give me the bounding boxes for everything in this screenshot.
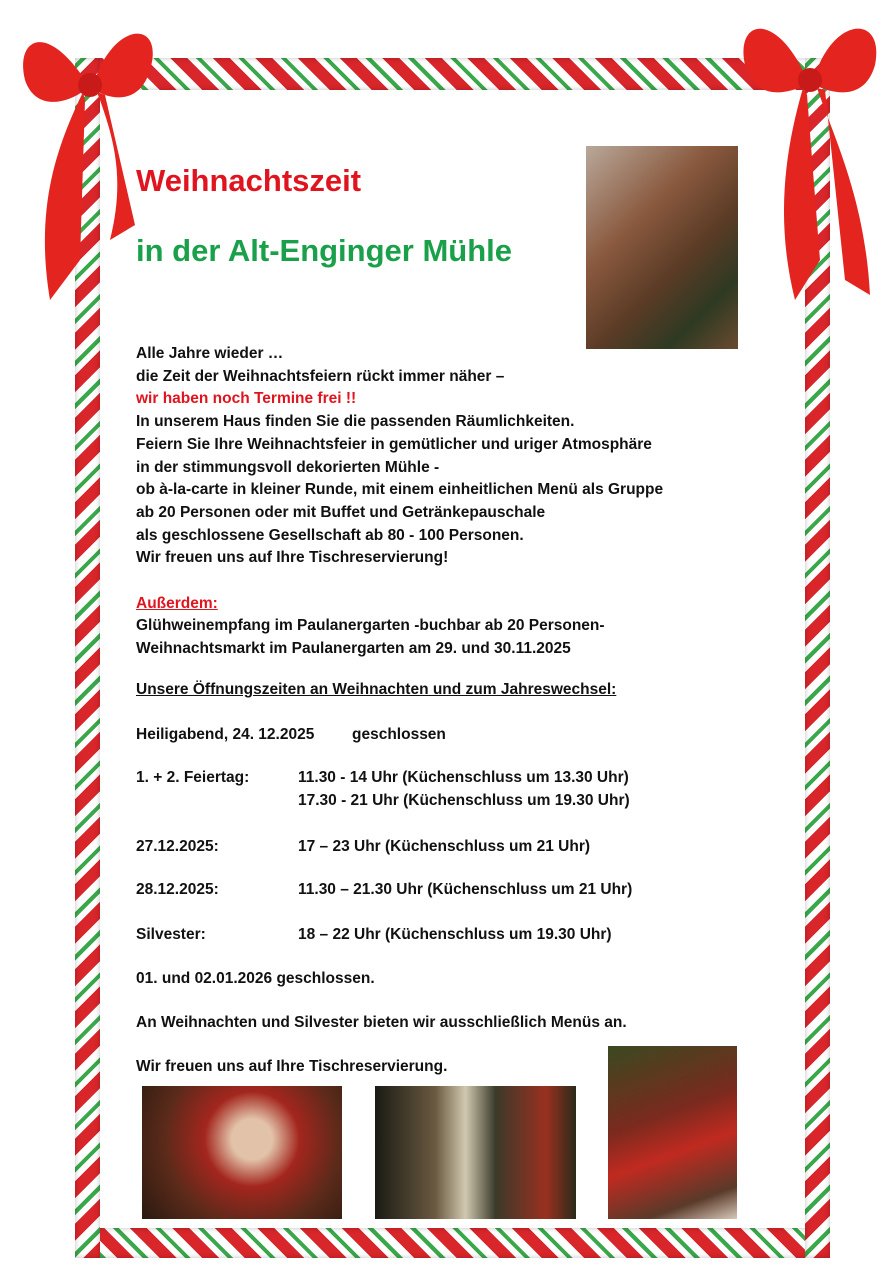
- hours-row: [136, 769, 629, 787]
- hours-label: Heiligabend, 24. 12.2025: [136, 726, 315, 743]
- hours-label: 27.12.2025:: [136, 838, 219, 855]
- candy-cane-bottom: [75, 1228, 830, 1258]
- hours-value: 11.30 - 14 Uhr (Küchenschluss um 13.30 Uhr): [298, 769, 629, 786]
- hours-value: 11.30 – 21.30 Uhr (Küchenschluss um 21 Uhr): [298, 881, 633, 898]
- ausserdem-line: Weihnachtsmarkt im Paulanergarten am 29. und 30.11.2025: [136, 640, 571, 658]
- ausserdem-line: Glühweinempfang im Paulanergarten -buchbar ab 20 Personen-: [136, 617, 605, 635]
- hours-value: 18 – 22 Uhr (Küchenschluss um 19.30 Uhr): [298, 926, 612, 943]
- hours-label: Silvester:: [136, 926, 206, 943]
- hours-row: [136, 926, 612, 944]
- spacer: [136, 570, 663, 593]
- photo-mill-building-candle: [586, 146, 738, 349]
- photo-icicle-lights: [375, 1086, 576, 1219]
- hours-value: geschlossen: [352, 726, 446, 743]
- hours-row: [136, 881, 633, 899]
- photo-star-decoration: [608, 1046, 737, 1219]
- closing-text: Wir freuen uns auf Ihre Tischreservierung.: [136, 1058, 448, 1075]
- intro-line: Wir freuen uns auf Ihre Tischreservierung!: [136, 549, 449, 567]
- intro-line: In unserem Haus finden Sie die passenden Räumlichkeiten.: [136, 413, 575, 431]
- hours-value: 17.30 - 21 Uhr (Küchenschluss um 19.30 Uhr): [298, 792, 630, 809]
- title-line-1: Weihnachtszeit: [136, 163, 362, 198]
- hours-row: [136, 838, 591, 856]
- intro-line: Alle Jahre wieder …: [136, 345, 284, 362]
- intro-line: ab 20 Personen oder mit Buffet und Getränkepauschale: [136, 503, 546, 521]
- intro-line: die Zeit der Weihnachtsfeiern rückt immer näher –: [136, 367, 505, 385]
- hours-label: 28.12.2025:: [136, 881, 219, 898]
- menus-note: An Weihnachten und Silvester bieten wir ausschließlich Menüs an.: [136, 1014, 627, 1031]
- closed-note: 01. und 02.01.2026 geschlossen.: [136, 970, 375, 987]
- hours-value: 17 – 23 Uhr (Küchenschluss um 21 Uhr): [298, 838, 591, 855]
- intro-line: als geschlossene Gesellschaft ab 80 - 100 Personen.: [136, 526, 524, 544]
- candy-cane-top: [75, 58, 830, 90]
- intro-line: in der stimmungsvoll dekorierten Mühle -: [136, 458, 440, 476]
- intro-text: [136, 343, 663, 661]
- bow-right-icon: [735, 0, 885, 300]
- hours-heading: Unsere Öffnungszeiten an Weihnachten und zum Jahreswechsel:: [136, 681, 617, 698]
- intro-line: ob à-la-carte in kleiner Runde, mit einem einheitlichen Menü als Gruppe: [136, 481, 664, 499]
- title-line-2: in der Alt-Enginger Mühle: [136, 233, 513, 268]
- ausserdem-heading: Außerdem:: [136, 594, 218, 612]
- intro-highlight: wir haben noch Termine frei !!: [136, 390, 357, 408]
- hours-label: 1. + 2. Feiertag:: [136, 769, 250, 786]
- intro-line: Feiern Sie Ihre Weihnachtsfeier in gemütlicher und uriger Atmosphäre: [136, 435, 652, 453]
- photo-santa-figure: [142, 1086, 342, 1219]
- hours-row-heiligabend: [136, 726, 446, 744]
